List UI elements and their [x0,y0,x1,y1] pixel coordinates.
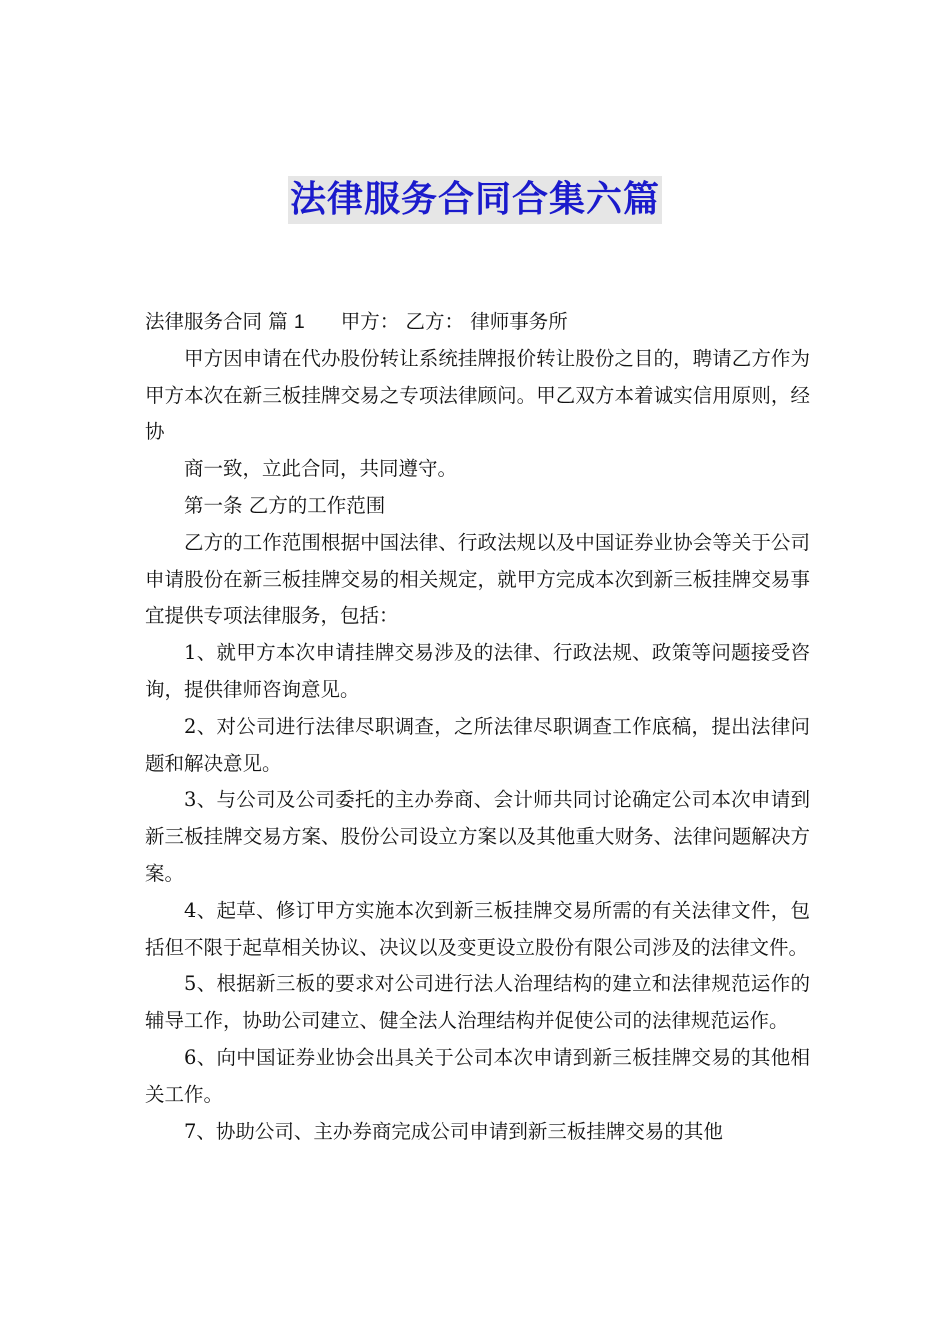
paragraph-scope: 乙方的工作范围根据中国法律、行政法规以及中国证券业协会等关于公司申请股份在新三板挂牌交易的相关规定，就甲方完成本次到新三板挂牌交易事宜提供专项法律服务，包括： [145,530,810,628]
party-b-label: 乙方： [405,310,464,333]
list-item-7: 7、协助公司、主办券商完成公司申请到新三板挂牌交易的其他 [184,1119,723,1143]
list-item-3: 3、与公司及公司委托的主办券商、会计师共同讨论确定公司本次申请到新三板挂牌交易方案、股份公司设立方案以及其他重大财务、法律问题解决方案。 [145,788,810,885]
contract-number: 1 [293,311,305,333]
document-title: 法律服务合同合集六篇 [288,176,662,224]
list-item-5: 5、根据新三板的要求对公司进行法人治理结构的建立和法律规范运作的辅导工作，协助公司建立、健全法人治理结构并促使公司的法律规范运作。 [145,972,810,1033]
header-line [145,304,810,341]
party-a-label: 甲方： [340,310,400,333]
paragraph-intro: 甲方因申请在代办股份转让系统挂牌报价转让股份之目的，聘请乙方作为甲方本次在新三板挂牌交易之专项法律顾问。甲乙双方本着诚实信用原则，经协 [145,346,810,444]
list-item-6: 6、向中国证券业协会出具关于公司本次申请到新三板挂牌交易的其他相关工作。 [145,1045,810,1106]
document-body [145,304,810,1150]
article-1-heading: 第一条 乙方的工作范围 [184,493,386,517]
list-item-1: 1、就甲方本次申请挂牌交易涉及的法律、行政法规、政策等问题接受咨询，提供律师咨询意见。 [145,641,810,701]
list-item-2: 2、对公司进行法律尽职调查，之所法律尽职调查工作底稿，提出法律问题和解决意见。 [145,714,810,775]
paragraph-intro-cont: 商一致，立此合同，共同遵守。 [184,457,458,481]
title-container [0,176,950,224]
contract-label: 法律服务合同 篇 [145,310,288,333]
law-firm-label: 律师事务所 [470,310,568,333]
list-item-4: 4、起草、修订甲方实施本次到新三板挂牌交易所需的有关法律文件，包括但不限于起草相关协议、决议以及变更设立股份有限公司涉及的法律文件。 [145,898,810,959]
